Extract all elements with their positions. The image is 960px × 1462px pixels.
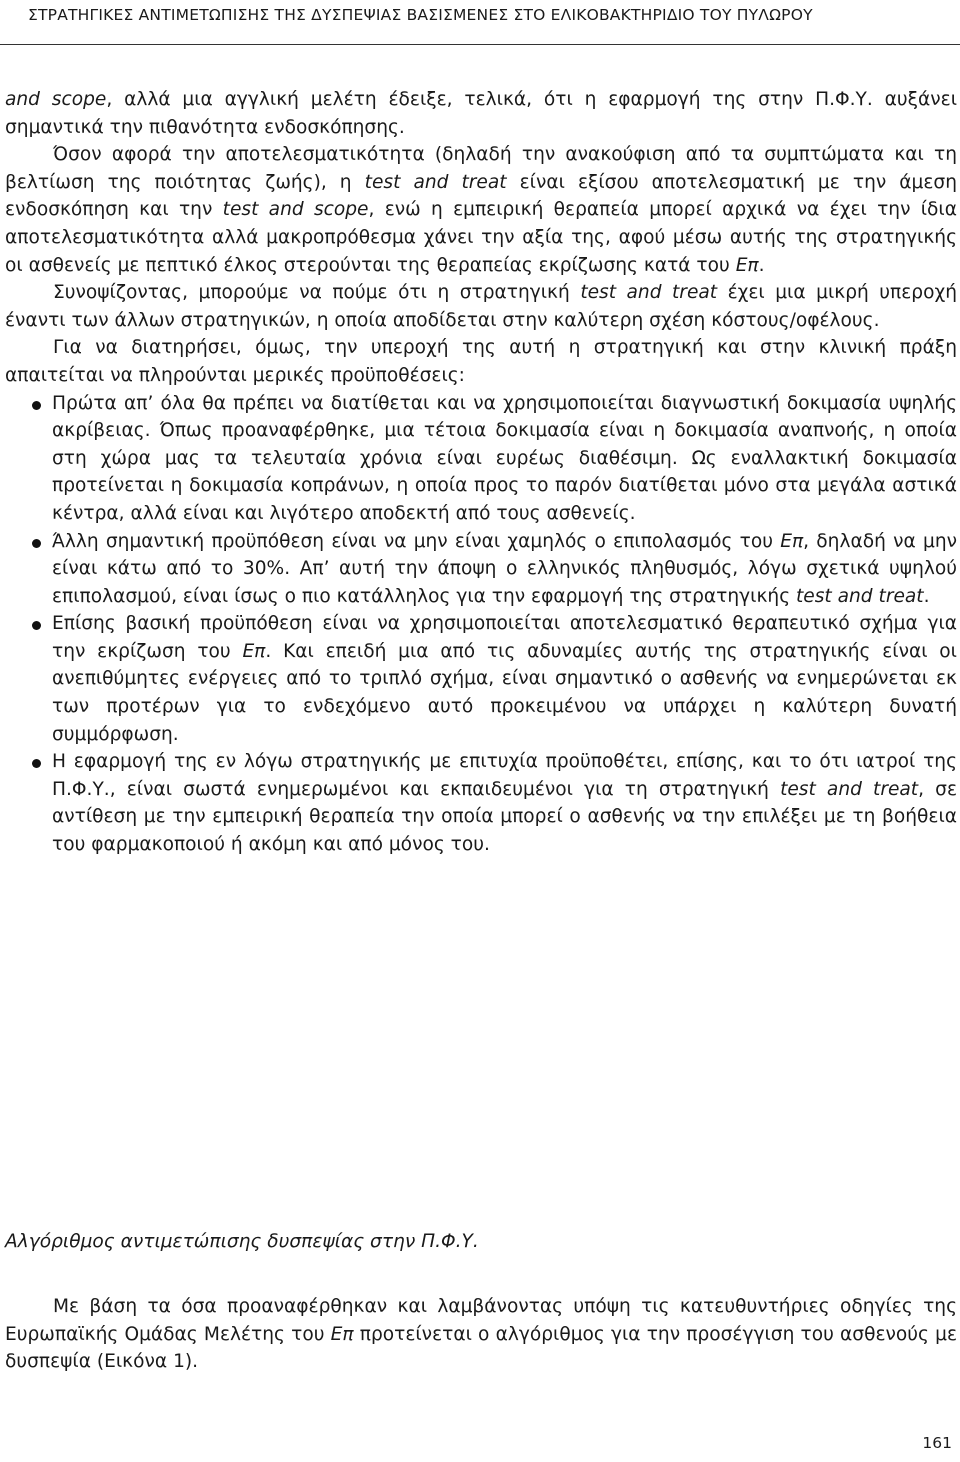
italic-term: test and treat (780, 778, 919, 800)
text-run: προτείνεται ο αλγόριθμος για την προσέγγιση του ασθενούς με δυσπεψία (Εικόνα 1). (5, 1323, 957, 1373)
header-rule (0, 44, 960, 45)
bullet-icon (32, 401, 41, 410)
paragraph-effectiveness (5, 141, 957, 279)
text-run: Για να διατηρήσει, όμως, την υπεροχή της αυτή η στρατηγική και στην κλινική πράξη απαιτείται να πληρούνται μερικές προϋποθέσεις: (5, 337, 957, 386)
bullet-icon (32, 621, 41, 630)
paragraph-summary (5, 279, 957, 334)
italic-term: and scope (5, 89, 107, 110)
text-run: , σε αντίθεση με την εμπειρική θεραπεία την οποία μπορεί ο ασθενής να την επιλέξει με τη βοήθεια του φαρμακοποιού ή ακόμη και από μόνος του. (52, 778, 957, 856)
section-heading: Αλγόριθμος αντιμετώπισης δυσπεψίας στην Π.Φ.Υ. (5, 1231, 479, 1252)
paragraph-algorithm (5, 1293, 957, 1376)
text-run: έχει μια μικρή υπεροχή έναντι των άλλων στρατηγικών, η οποία αποδίδεται στην καλύτερη σχέση κόστους/οφέλους. (5, 282, 957, 331)
text-run: Συνοψίζοντας, μπορούμε να πούμε ότι η στρατηγική (53, 282, 581, 304)
running-header: ΣΤΡΑΤΗΓΙΚΕΣ ΑΝΤΙΜΕΤΩΠΙΣΗΣ ΤΗΣ ΔΥΣΠΕΨΙΑΣ ΒΑΣΙΣΜΕΝΕΣ ΣΤΟ ΕΛΙΚΟΒΑΚΤΗΡΙΔΙΟ ΤΟΥ ΠΥΛΩΡΟΥ (28, 6, 813, 24)
bullet-icon (32, 759, 41, 768)
italic-term: test and scope (222, 199, 369, 221)
text-run: . (758, 254, 765, 276)
text-run: Άλλη σημαντική προϋπόθεση είναι να μην είναι χαμηλός ο επιπολασμός του (52, 530, 781, 552)
text-run: , αλλά μια αγγλική μελέτη έδειξε, τελικά, ότι η εφαρμογή της στην Π.Φ.Υ. αυξάνει σημαντικά την πιθανότητα ενδοσκόπησης. (5, 89, 957, 138)
text-run: . Και επειδή μια από τις αδυναμίες αυτής της στρατηγικής είναι οι ανεπιθύμητες ενέργειες από το τριπλό σχήμα, είναι σημαντικό ο ασθενής να ενημερώνεται εκ των προτέρων για το ενδεχόμενο αυτό προκειμένου να υπάρχει η καλύτερη δυνατή συμμόρφωση. (52, 640, 957, 745)
text-run: Όσον αφορά την αποτελεσματικότητα (δηλαδή την ανακούφιση από τα συμπτώματα και τη βελτίωση της ποιότητας ζωής), η (5, 144, 957, 193)
italic-term: test and treat (580, 282, 718, 304)
italic-term: Επ (780, 530, 804, 552)
text-run: Με βάση τα όσα προαναφέρθηκαν και λαμβάνοντας υπόψη τις κατευθυντήριες οδηγίες της Ευρωπαϊκής Ομάδας Μελέτης του (5, 1296, 957, 1345)
list-item-text (52, 613, 957, 744)
text-run: Επίσης βασική προϋπόθεση είναι να χρησιμοποιείται αποτελεσματικό θεραπευτικό σχήμα για την εκρίζωση του (52, 613, 957, 662)
italic-term: test and treat (364, 171, 507, 193)
text-run: , ενώ η εμπειρική θεραπεία μπορεί αρχικά να έχει την ίδια αποτελεσματικότητα αλλά μακροπρόθεσμα χάνει την αξία της, αφού μέσω αυτής της στρατηγικής οι ασθενείς με πεπτικό έλκος στερούνται της θεραπείας εκρίζωσης κατά του (5, 199, 957, 276)
paragraph-prerequisites (5, 334, 957, 389)
italic-term: test and treat (796, 585, 924, 607)
bullet-icon (32, 539, 41, 548)
paragraph-continuation (5, 86, 957, 141)
text-run: Πρώτα απ’ όλα θα πρέπει να διατίθεται και να χρησιμοποιείται διαγνωστική δοκιμασία υψηλής ακρίβειας. Όπως προαναφέρθηκε, μια τέτοια δοκιμασία είναι η δοκιμασία αναπνοής, η οποία στη χώρα μας τα τελευταία χρόνια είναι ευρέως διαθέσιμη. Ως εναλλακτική δοκιμασία προτείνεται η δοκιμασία κοπράνων, η οποία προς το παρόν διατίθεται μόνο στα μεγάλα αστικά κέντρα, αλλά είναι και λιγότερο αποδεκτή από τους ασθενείς. (52, 392, 957, 524)
text-run: είναι εξίσου αποτελεσματική με την άμεση ενδοσκόπηση και την (5, 171, 958, 221)
list-item (5, 528, 957, 611)
list-item-text (52, 531, 957, 607)
prerequisites-list (5, 390, 957, 859)
text-run: . (923, 585, 930, 607)
list-item (5, 748, 957, 858)
list-item-text (52, 751, 957, 855)
body-text (5, 86, 957, 859)
italic-term: Επ (330, 1323, 354, 1345)
list-item-text (52, 393, 957, 524)
list-item (5, 610, 957, 748)
page-number: 161 (922, 1434, 952, 1452)
list-item (5, 390, 957, 528)
italic-term: Επ (242, 640, 266, 662)
text-run: Η εφαρμογή της εν λόγω στρατηγικής με επιτυχία προϋποθέτει, επίσης, και το ότι ιατροί της Π.Φ.Υ., είναι σωστά ενημερωμένοι και εκπαιδευμένοι για τη στρατηγική (52, 751, 957, 800)
closing-text (5, 1293, 957, 1376)
text-run: , δηλαδή να μην είναι κάτω από το 30%. Απ’ αυτή την άποψη ο ελληνικός πληθυσμός, λόγω σχετικά υψηλού επιπολασμού, είναι ίσως ο πιο κατάλληλος για την εφαρμογή της στρατηγικής (52, 530, 957, 607)
italic-term: Επ (735, 254, 759, 276)
